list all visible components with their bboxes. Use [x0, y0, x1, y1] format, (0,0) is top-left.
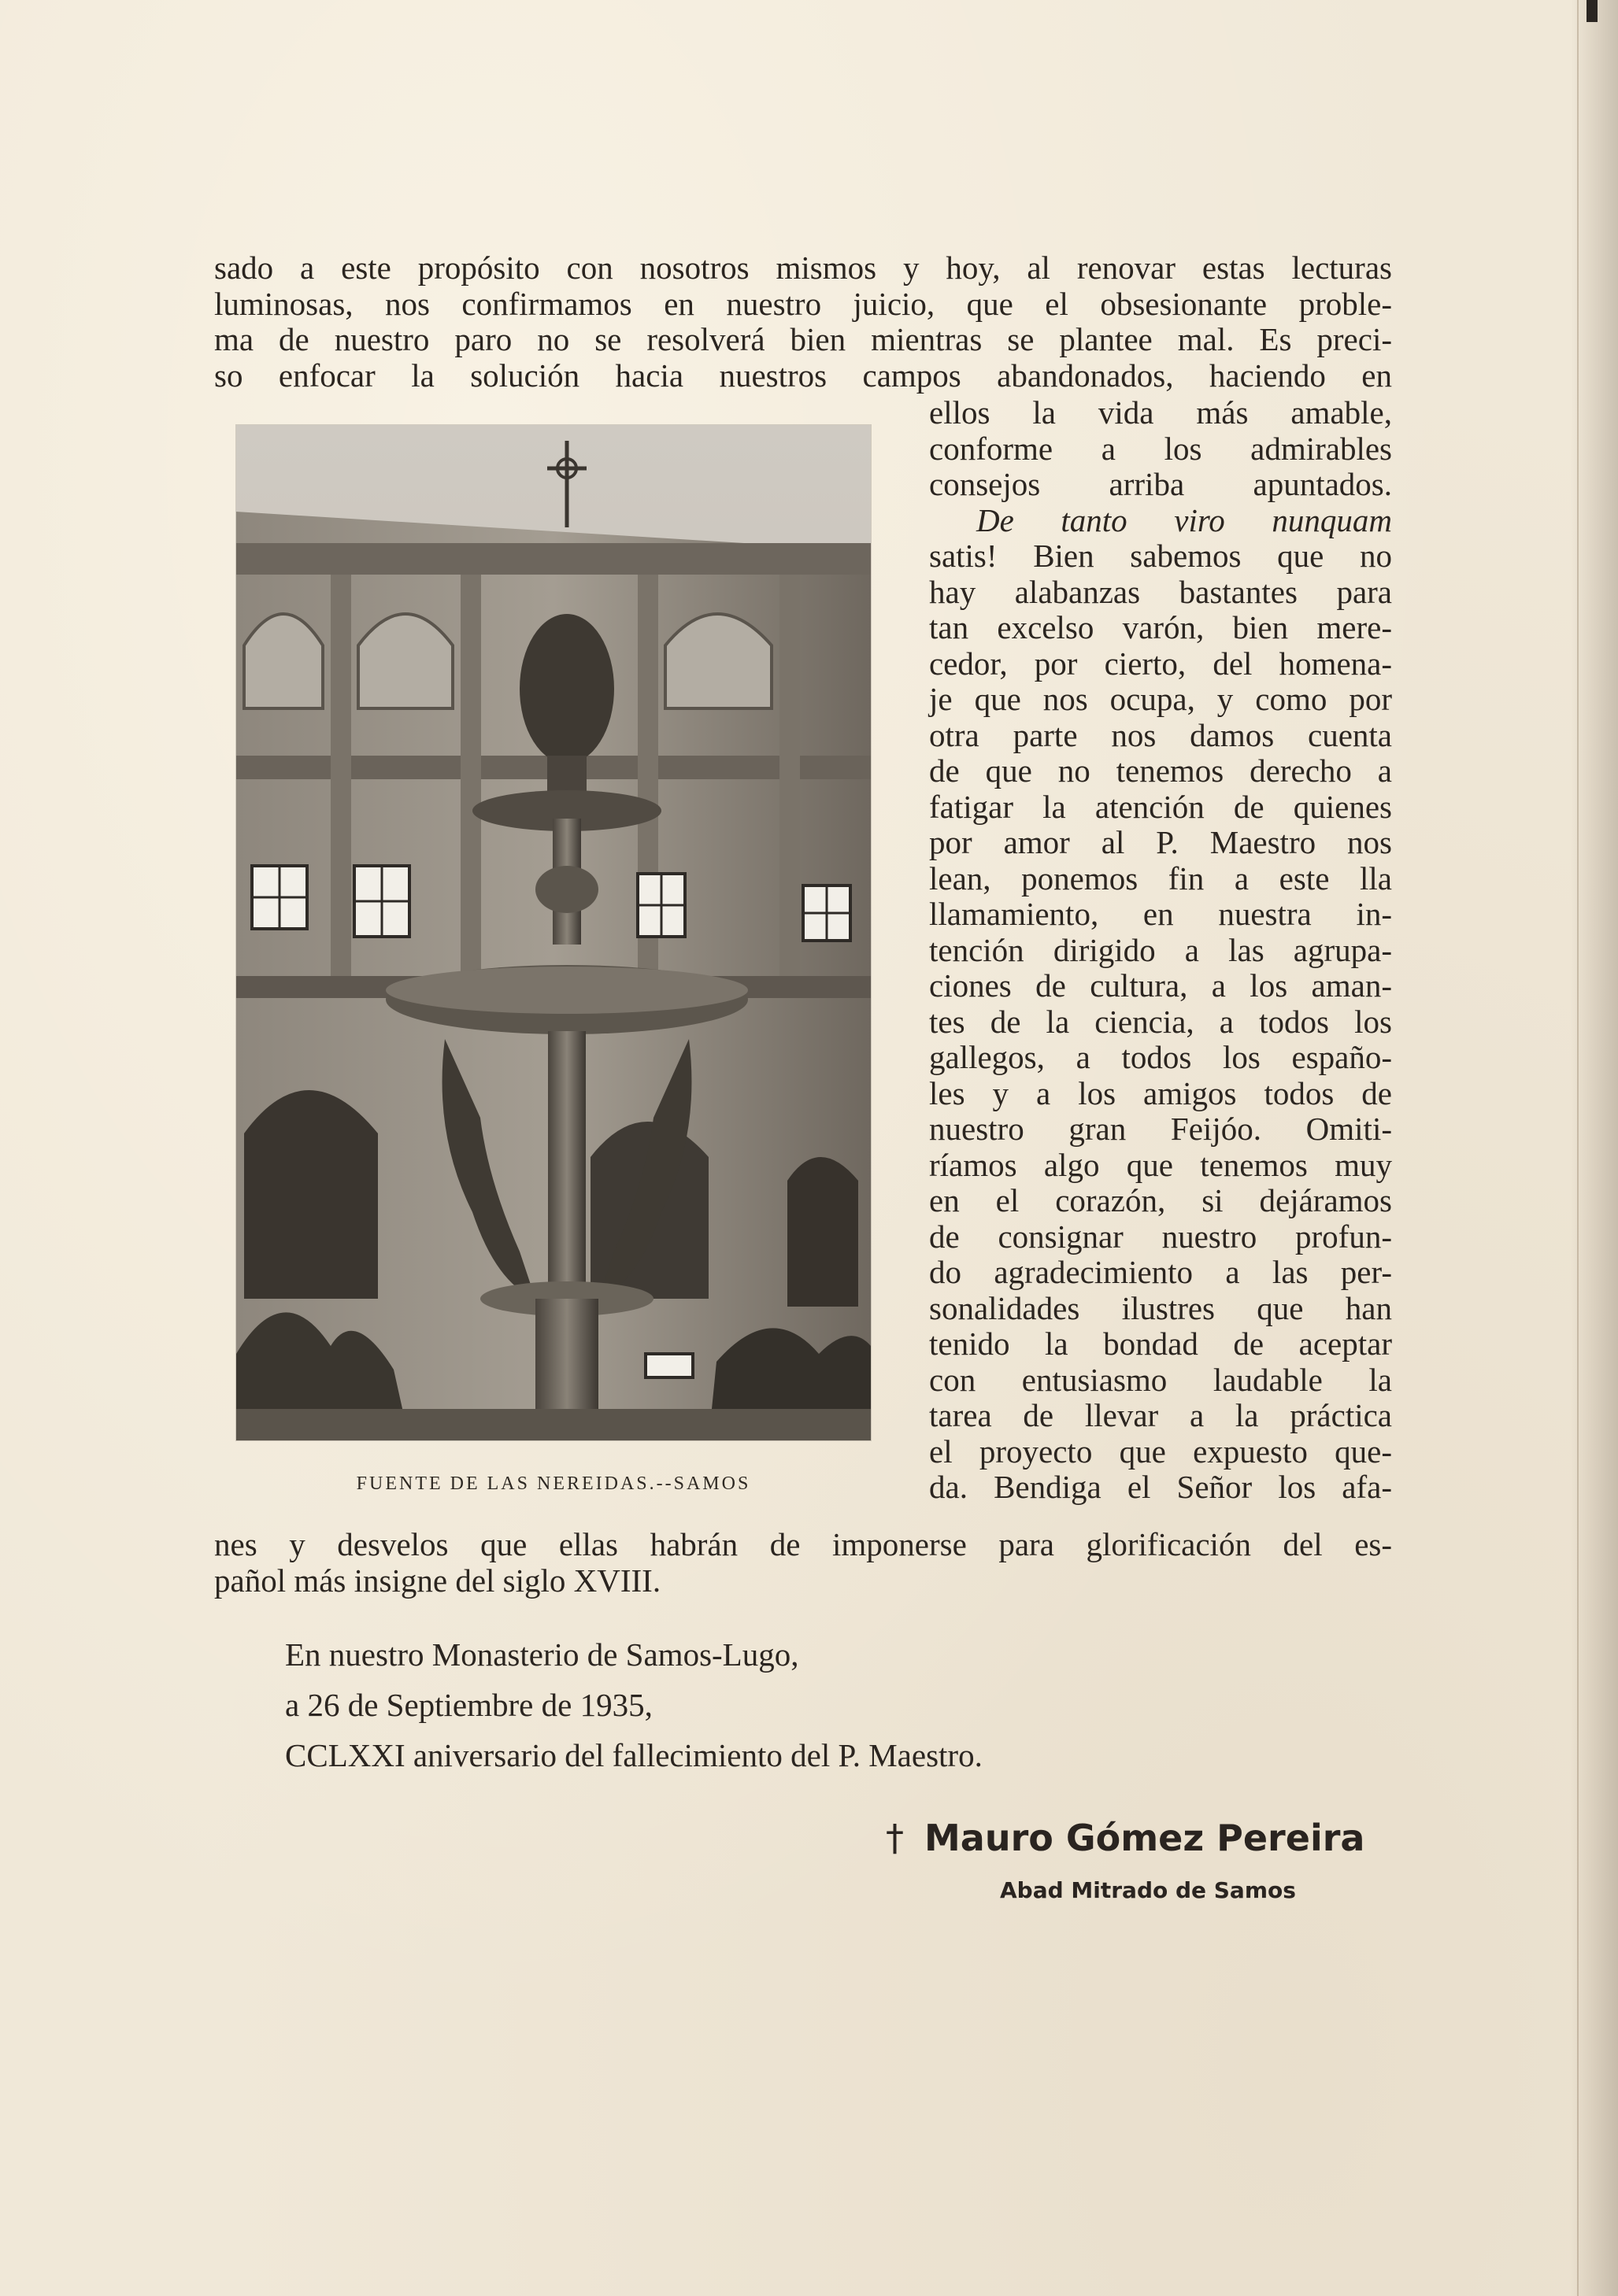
- fountain-photograph: [236, 425, 871, 1440]
- text-line: luminosas, nos confirmamos en nuestro juicio, que el obsesionante proble-: [214, 285, 1392, 322]
- text-line: el proyecto que expuesto que-: [929, 1433, 1392, 1470]
- text-line: cedor, por cierto, del homena-: [929, 645, 1392, 682]
- text-line: ellos la vida más amable,: [929, 394, 1392, 431]
- text-line: tarea de llevar a la práctica: [929, 1397, 1392, 1433]
- text-line: do agradecimiento a las per-: [929, 1254, 1392, 1290]
- date-line: a 26 de Septiembre de 1935,: [285, 1687, 653, 1723]
- text-line: por amor al P. Maestro nos: [929, 824, 1392, 860]
- text-line: nes y desvelos que ellas habrán de imponerse para glorificación del es-: [214, 1526, 1392, 1562]
- text-line: pañol más insigne del siglo XVIII.: [214, 1562, 661, 1599]
- text-line: con entusiasmo laudable la: [929, 1361, 1392, 1398]
- text-line: otra parte nos damos cuenta: [929, 716, 1392, 753]
- text-line: gallegos, a todos los españo-: [929, 1039, 1392, 1075]
- text-line: so enfocar la solución hacia nuestros campos abandonados, haciendo en: [214, 357, 1392, 394]
- text-line: tes de la ciencia, a todos los: [929, 1003, 1392, 1040]
- text-line: je que nos ocupa, y como por: [929, 681, 1392, 717]
- text-line: nuestro gran Feijóo. Omiti-: [929, 1111, 1392, 1147]
- page-gutter-edge: [1571, 0, 1618, 2296]
- place-line: En nuestro Monasterio de Samos-Lugo,: [285, 1636, 799, 1673]
- text-line: sonalidades ilustres que han: [929, 1289, 1392, 1326]
- text-line: lean, ponemos fin a este lla: [929, 860, 1392, 897]
- text-line: llamamiento, en nuestra in-: [929, 896, 1392, 932]
- text-line-italic: De tanto viro nunquam: [976, 501, 1392, 538]
- text-line: hay alabanzas bastantes para: [929, 573, 1392, 610]
- cross-icon: †: [886, 1817, 904, 1859]
- text-line: tan excelso varón, bien mere-: [929, 609, 1392, 645]
- text-line: tención dirigido a las agrupa-: [929, 931, 1392, 968]
- text-line: conforme a los admirables: [929, 430, 1392, 467]
- text-line: en el corazón, si dejáramos: [929, 1182, 1392, 1218]
- photo-caption: FUENTE DE LAS NEREIDAS.--SAMOS: [356, 1473, 751, 1494]
- text-line: de que no tenemos derecho a: [929, 752, 1392, 789]
- text-line: ciones de cultura, a los aman-: [929, 967, 1392, 1004]
- text-line: ríamos algo que tenemos muy: [929, 1146, 1392, 1183]
- text-line: satis! Bien sabemos que no: [929, 538, 1392, 574]
- corner-mark: [1587, 0, 1598, 22]
- text-line: tenido la bondad de aceptar: [929, 1325, 1392, 1362]
- signature-title: Abad Mitrado de Samos: [1000, 1877, 1296, 1903]
- text-line: les y a los amigos todos de: [929, 1074, 1392, 1111]
- text-line: ma de nuestro paro no se resolverá bien mientras se plantee mal. Es preci-: [214, 321, 1392, 357]
- text-line: fatigar la atención de quienes: [929, 788, 1392, 825]
- anniversary-line: CCLXXI aniversario del fallecimiento del P. Maestro.: [285, 1737, 983, 1773]
- signature-name: Mauro Gómez Pereira: [924, 1817, 1365, 1859]
- signature: [886, 1817, 1364, 1859]
- text-line: consejos arriba apuntados.: [929, 466, 1392, 502]
- text-line: da. Bendiga el Señor los afa-: [929, 1469, 1392, 1505]
- text-line: de consignar nuestro profun-: [929, 1218, 1392, 1255]
- text-line: sado a este propósito con nosotros mismos y hoy, al renovar estas lecturas: [214, 250, 1392, 286]
